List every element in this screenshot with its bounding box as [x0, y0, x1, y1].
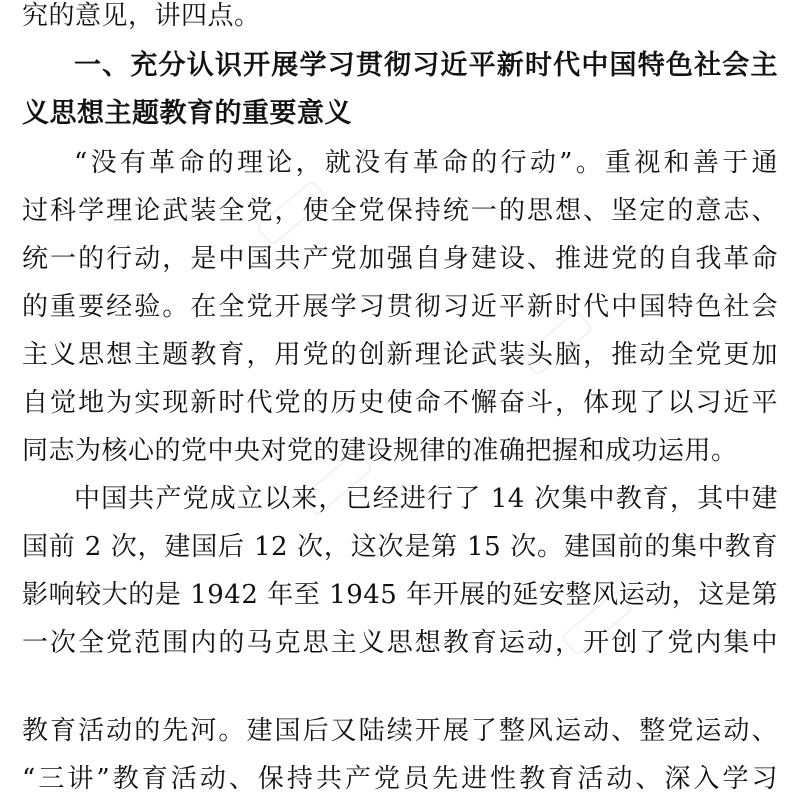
paragraph-line: 统一的行动，是中国共产党加强自身建设、推进党的自我革命	[22, 244, 778, 274]
paragraph-line: 影响较大的是 1942 年至 1945 年开展的延安整风运动，这是第	[22, 580, 778, 610]
text-line: 究的意见，讲四点。	[22, 1, 261, 31]
section-heading: 一、充分认识开展学习贯彻习近平新时代中国特色社会主	[74, 50, 778, 81]
paragraph-line: “三讲”教育活动、保持共产党员先进性教育活动、深入学习	[22, 764, 778, 794]
paragraph-line: 国前 2 次，建国后 12 次，这次是第 15 次。建国前的集中教育	[22, 532, 778, 562]
paragraph-line: 过科学理论武装全党，使全党保持统一的思想、坚定的意志、	[22, 196, 778, 226]
paragraph-line: 主义思想主题教育，用党的创新理论武装头脑，推动全党更加	[22, 340, 778, 370]
paragraph-line: 同志为核心的党中央对党的建设规律的准确把握和成功运用。	[22, 436, 738, 466]
paragraph-line: 中国共产党成立以来，已经进行了 14 次集中教育，其中建	[74, 484, 778, 514]
paragraph-line: 一次全党范围内的马克思主义思想教育运动，开创了党内集中	[22, 628, 778, 658]
paragraph-line: 的重要经验。在全党开展学习贯彻习近平新时代中国特色社会	[22, 292, 778, 322]
paragraph-line: “没有革命的理论，就没有革命的行动”。重视和善于通	[74, 148, 778, 178]
paragraph-line: 自觉地为实现新时代党的历史使命不懈奋斗，体现了以习近平	[22, 388, 778, 418]
paragraph-line: 教育活动的先河。建国后又陆续开展了整风运动、整党运动、	[22, 716, 778, 746]
section-heading: 义思想主题教育的重要意义	[22, 98, 352, 129]
